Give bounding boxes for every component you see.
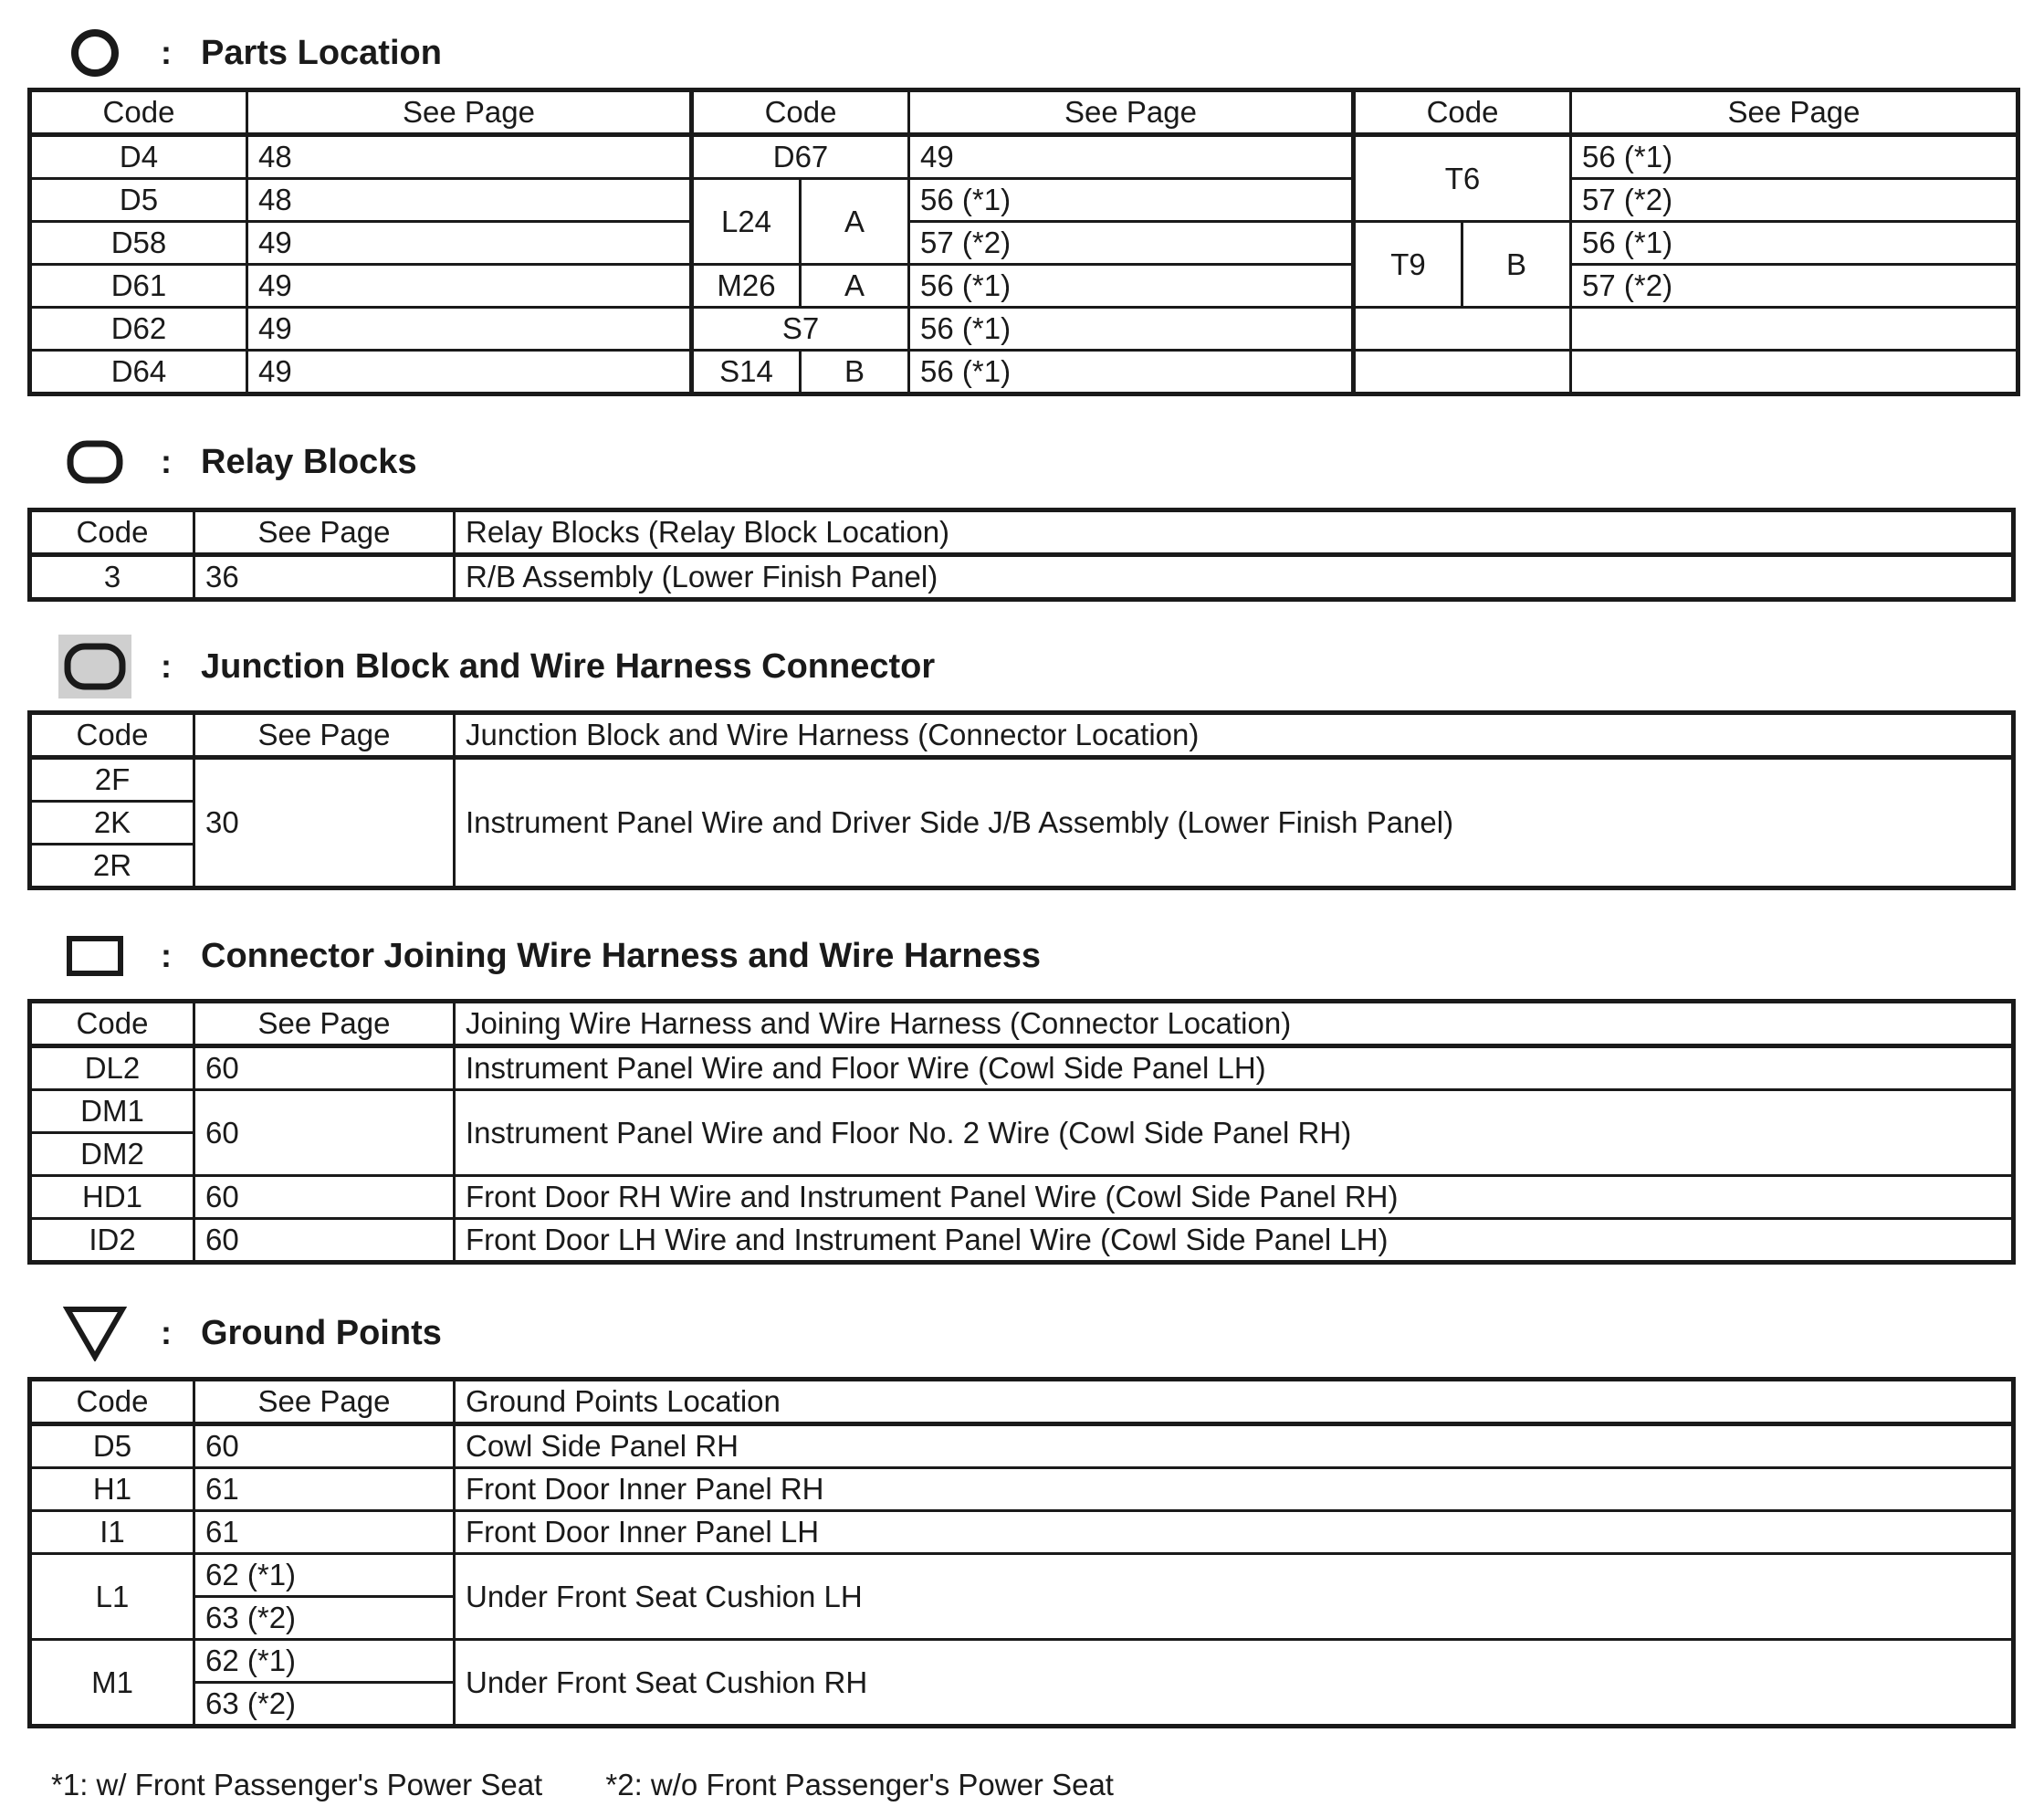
section-title: Connector Joining Wire Harness and Wire Harness	[201, 936, 1041, 975]
relay-blocks-heading	[58, 425, 417, 499]
page-cell: 49	[909, 135, 1354, 179]
code-cell: M1	[30, 1640, 194, 1727]
page-cell: 57 (*2)	[1571, 179, 2018, 222]
section-title: Junction Block and Wire Harness Connector	[201, 646, 936, 686]
table-row	[30, 758, 2014, 802]
table-header-row	[30, 1380, 2014, 1424]
table-header-row	[30, 90, 2018, 135]
empty-cell	[1571, 308, 2018, 351]
table-row	[30, 135, 2018, 179]
section-title: Ground Points	[201, 1313, 442, 1352]
code-cell: D5	[30, 179, 247, 222]
table-row	[30, 1640, 2014, 1683]
code-cell: DM1	[30, 1090, 194, 1133]
table-row	[30, 1511, 2014, 1554]
code-cell: S14	[692, 351, 801, 394]
empty-cell	[1571, 351, 2018, 394]
page-cell: 60	[194, 1219, 455, 1263]
code-cell: 2R	[30, 845, 194, 888]
circle-icon	[58, 16, 131, 89]
code-cell: 3	[30, 555, 194, 600]
page-cell: 60	[194, 1176, 455, 1219]
code-cell: ID2	[30, 1219, 194, 1263]
header-see-page: See Page	[194, 713, 455, 758]
header-code: Code	[30, 1380, 194, 1424]
page-cell: 56 (*1)	[909, 351, 1354, 394]
parts-location-table	[27, 88, 2020, 396]
connector-joining-table	[27, 999, 2016, 1265]
description-cell: Under Front Seat Cushion LH	[455, 1554, 2014, 1640]
header-code: Code	[30, 510, 194, 555]
page-cell: 56 (*1)	[1571, 222, 2018, 265]
header-code: Code	[30, 1002, 194, 1046]
page-cell: 56 (*1)	[909, 265, 1354, 308]
description-cell: Front Door RH Wire and Instrument Panel Wire (Cowl Side Panel RH)	[455, 1176, 2014, 1219]
colon: :	[161, 1314, 172, 1351]
header-description: Junction Block and Wire Harness (Connector Location)	[455, 713, 2014, 758]
page-cell: 56 (*1)	[909, 179, 1354, 222]
page-cell: 62 (*1)	[194, 1640, 455, 1683]
footnote-2: *2: w/o Front Passenger's Power Seat	[605, 1768, 1114, 1801]
page-cell: 56 (*1)	[909, 308, 1354, 351]
table-row	[30, 179, 2018, 222]
code-cell: M26	[692, 265, 801, 308]
empty-cell	[1354, 351, 1571, 394]
description-cell: Instrument Panel Wire and Floor Wire (Cowl Side Panel LH)	[455, 1046, 2014, 1090]
page-cell: 57 (*2)	[909, 222, 1354, 265]
table-row	[30, 308, 2018, 351]
page-cell: 60	[194, 1424, 455, 1468]
connector-joining-heading	[58, 919, 1041, 993]
empty-cell	[1354, 308, 1571, 351]
code-cell: S7	[692, 308, 909, 351]
page-cell: 61	[194, 1468, 455, 1511]
description-cell: R/B Assembly (Lower Finish Panel)	[455, 555, 2014, 600]
table-row	[30, 1176, 2014, 1219]
header-see-page: See Page	[909, 90, 1354, 135]
code-cell: D61	[30, 265, 247, 308]
junction-block-heading	[58, 630, 935, 703]
code-cell: D58	[30, 222, 247, 265]
page-cell: 56 (*1)	[1571, 135, 2018, 179]
header-see-page: See Page	[194, 1002, 455, 1046]
table-row	[30, 351, 2018, 394]
description-cell: Front Door Inner Panel RH	[455, 1468, 2014, 1511]
code-cell: HD1	[30, 1176, 194, 1219]
table-header-row	[30, 1002, 2014, 1046]
triangle-down-icon	[58, 1297, 131, 1370]
code-cell: D4	[30, 135, 247, 179]
header-see-page: See Page	[247, 90, 692, 135]
description-cell: Under Front Seat Cushion RH	[455, 1640, 2014, 1727]
header-see-page: See Page	[194, 510, 455, 555]
table-row	[30, 1219, 2014, 1263]
page-cell: 48	[247, 179, 692, 222]
page-cell: 48	[247, 135, 692, 179]
table-row	[30, 1468, 2014, 1511]
table-row	[30, 1424, 2014, 1468]
relay-blocks-table	[27, 508, 2016, 602]
section-title: Relay Blocks	[201, 442, 417, 481]
page-cell: 62 (*1)	[194, 1554, 455, 1597]
header-code: Code	[30, 90, 247, 135]
header-code: Code	[1354, 90, 1571, 135]
table-header-row	[30, 713, 2014, 758]
junction-block-table	[27, 710, 2016, 890]
code-cell: I1	[30, 1511, 194, 1554]
table-row	[30, 222, 2018, 265]
colon: :	[161, 34, 172, 71]
table-row	[30, 555, 2014, 600]
page-cell: 60	[194, 1090, 455, 1176]
footnotes	[51, 1768, 1169, 1802]
page-cell: 36	[194, 555, 455, 600]
shaded-rounded-rect-icon	[58, 630, 131, 703]
code-cell: D67	[692, 135, 909, 179]
sub-code-cell: B	[801, 351, 909, 394]
code-cell: H1	[30, 1468, 194, 1511]
colon: :	[161, 443, 172, 480]
description-cell: Front Door Inner Panel LH	[455, 1511, 2014, 1554]
description-cell: Instrument Panel Wire and Driver Side J/B Assembly (Lower Finish Panel)	[455, 758, 2014, 888]
page-cell: 49	[247, 265, 692, 308]
table-row	[30, 1090, 2014, 1133]
description-cell: Front Door LH Wire and Instrument Panel Wire (Cowl Side Panel LH)	[455, 1219, 2014, 1263]
code-cell: 2K	[30, 802, 194, 845]
footnote-1: *1: w/ Front Passenger's Power Seat	[51, 1768, 543, 1801]
page-cell: 49	[247, 222, 692, 265]
header-code: Code	[692, 90, 909, 135]
sub-code-cell: B	[1462, 222, 1571, 308]
description-cell: Cowl Side Panel RH	[455, 1424, 2014, 1468]
page-cell: 63 (*2)	[194, 1597, 455, 1640]
code-cell: T6	[1354, 135, 1571, 222]
code-cell: D64	[30, 351, 247, 394]
header-code: Code	[30, 713, 194, 758]
table-row	[30, 1046, 2014, 1090]
code-cell: DL2	[30, 1046, 194, 1090]
sub-code-cell: A	[801, 265, 909, 308]
rounded-rect-icon	[58, 425, 131, 499]
code-cell: D62	[30, 308, 247, 351]
description-cell: Instrument Panel Wire and Floor No. 2 Wire (Cowl Side Panel RH)	[455, 1090, 2014, 1176]
header-description: Relay Blocks (Relay Block Location)	[455, 510, 2014, 555]
header-see-page: See Page	[194, 1380, 455, 1424]
colon: :	[161, 937, 172, 974]
code-cell: T9	[1354, 222, 1462, 308]
parts-location-heading	[58, 16, 442, 89]
ground-points-heading	[58, 1297, 442, 1370]
colon: :	[161, 647, 172, 685]
page-cell: 63 (*2)	[194, 1683, 455, 1727]
ground-points-table	[27, 1377, 2016, 1728]
code-cell: L24	[692, 179, 801, 265]
header-description: Joining Wire Harness and Wire Harness (Connector Location)	[455, 1002, 2014, 1046]
rectangle-icon	[58, 919, 131, 993]
header-see-page: See Page	[1571, 90, 2018, 135]
code-cell: DM2	[30, 1133, 194, 1176]
page-cell: 49	[247, 351, 692, 394]
table-row	[30, 265, 2018, 308]
page-cell: 57 (*2)	[1571, 265, 2018, 308]
page-cell: 60	[194, 1046, 455, 1090]
table-row	[30, 1554, 2014, 1597]
code-cell: L1	[30, 1554, 194, 1640]
section-title: Parts Location	[201, 33, 442, 72]
table-header-row	[30, 510, 2014, 555]
header-description: Ground Points Location	[455, 1380, 2014, 1424]
sub-code-cell: A	[801, 179, 909, 265]
code-cell: D5	[30, 1424, 194, 1468]
page-cell: 49	[247, 308, 692, 351]
page-cell: 30	[194, 758, 455, 888]
code-cell: 2F	[30, 758, 194, 802]
page-cell: 61	[194, 1511, 455, 1554]
